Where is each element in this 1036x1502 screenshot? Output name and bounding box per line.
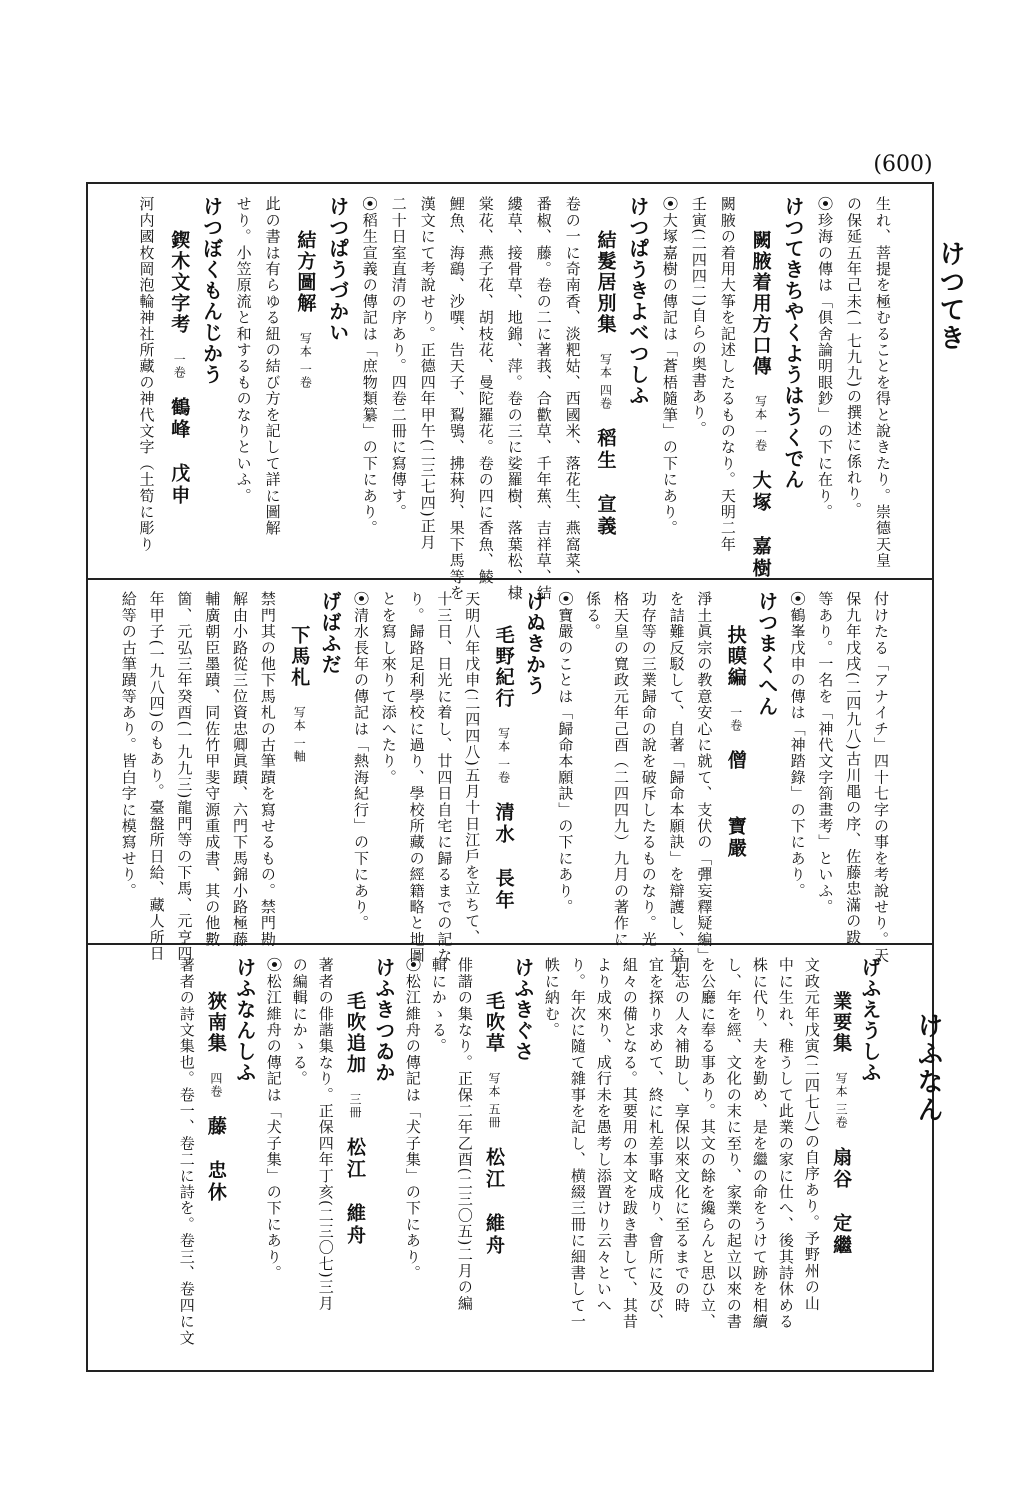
- entry-heading: けつまくへん: [754, 591, 779, 717]
- author-name: 稻生 宣義: [594, 427, 617, 538]
- text-line: とを寫し來りて添へたり。: [379, 591, 398, 786]
- volume-count: 四卷: [208, 1072, 223, 1098]
- volume-count: 写本 一軸: [292, 706, 307, 763]
- text-line: 鯉魚、海鷂、沙噀、告天子、鴷鴞、拂菻狗、果下馬等を: [447, 196, 466, 601]
- text-line: を公廳に奉る事あり。其文の餘を纔らんと思ひ立、: [698, 957, 717, 1330]
- volume-count: 一卷: [172, 353, 187, 379]
- entry-heading: けぬきかう: [522, 591, 547, 696]
- entry-heading: けふなんしふ: [232, 957, 257, 1083]
- book-title: 結髮居別集: [594, 230, 617, 335]
- text-line: 等あり。一名を「神代文字箚畫考」といふ。: [816, 591, 835, 915]
- entry-title-line: [280, 196, 315, 566]
- text-line: 生れ、菩提を極むることを得と說きたり。崇德天皇: [874, 196, 892, 569]
- text-line: 淨土眞宗の教意安心に就て、支伏の「彈妄釋疑編」: [695, 591, 714, 964]
- text-line: 著者の俳諧集なり。正保四年丁亥(二三〇七)三月: [316, 957, 335, 1312]
- text-line: 年甲子(一九八四)のもあり。臺盤所日給、藏人所日: [147, 591, 166, 962]
- text-line: 二十日室直清の序あり。四卷二冊に寫傳す。: [389, 196, 408, 520]
- text-line: り。年次に隨て雜事を記し、横綴三冊に細書して一: [568, 957, 587, 1330]
- text-line: 十三日、日光に着し、廿四日自宅に歸るまでの記な: [435, 591, 454, 964]
- text-line: ⦿松江維舟の傳記は「犬子集」の下にあり。: [403, 957, 422, 1282]
- author-name: 鶴峰 戊申: [168, 397, 191, 507]
- text-line: 壬寅(二四四二)自らの奥書あり。: [689, 196, 708, 437]
- text-line: 箇、元弘三年癸酉(一九九三)龍門等の下馬、元亨四: [175, 591, 194, 962]
- volume-count: 一卷: [728, 706, 743, 732]
- entry-heading: けつぱうづかい: [325, 196, 350, 343]
- entry-title-line: [472, 957, 506, 1357]
- entry-title-line: [275, 591, 311, 931]
- book-title: 毛野紀行: [492, 625, 515, 709]
- text-line: 漢文にて考說せり。正德四年甲午(二三七四)正月: [418, 196, 437, 551]
- author-name: 藤 忠休: [204, 1116, 227, 1204]
- text-line: 縷草、接骨草、地錦、萍。卷の三に娑羅樹、落葉松、棣: [505, 196, 524, 601]
- text-line: 給等の古筆蹟等あり。皆白字に模寫せり。: [119, 591, 138, 899]
- book-title: 鍥木文字考: [168, 230, 191, 335]
- text-line: 輔廣朝臣墨蹟、同佐竹甲斐守源重成書、其の他數: [203, 591, 222, 948]
- entry-title-line: [735, 196, 772, 580]
- text-line: 解由小路從三位資忠卿眞蹟、六門下馬錦小路極藤: [231, 591, 250, 948]
- book-title: 毛吹草: [483, 991, 506, 1054]
- volume-count: 写本 一卷: [298, 332, 313, 389]
- text-section-middle: [108, 591, 890, 980]
- text-line: ⦿清水長年の傳記は「熱海紀行」の下にあり。: [351, 591, 370, 932]
- text-line: 組々の備となる。其要用の本文を跋き書して、其昔: [620, 957, 639, 1330]
- text-line: 俳諧の集なり。正保二年乙酉(二三〇五)二月の編: [455, 957, 474, 1312]
- volume-count: 写本 一卷: [496, 727, 511, 784]
- book-title: 結方圖解: [294, 230, 317, 314]
- volume-count: 三冊: [347, 1093, 362, 1119]
- book-title: 下馬札: [288, 625, 311, 688]
- text-line: 天明八年戊申(二四四八)五月十日江戶を立ちて、: [463, 591, 482, 946]
- entry-heading: けふきぐさ: [510, 957, 535, 1062]
- text-line: 文政元年戊寅(二四七八)の自序あり。予野州の山: [802, 957, 821, 1312]
- text-line: 保九年戊戌(二四九八)古川黽の序、佐藤忠滿の跋: [844, 591, 863, 946]
- volume-count: 写本 五冊: [487, 1072, 502, 1129]
- side-label-top: けつてき: [935, 240, 965, 352]
- text-line: 帙に納む。: [542, 957, 561, 1038]
- text-line: り。歸路足利學校に過り、學校所藏の經籍略と地圖: [407, 591, 426, 964]
- text-line: ⦿珍海の傳は「俱舍論明眼鈔」の下に在り。: [816, 196, 834, 521]
- text-line: 係る。: [584, 591, 603, 640]
- author-name: 僧 寶嚴: [724, 750, 747, 860]
- entry-title-line: [194, 957, 225, 1357]
- text-line: 闕腋の着用大筝を記述したるものなり。天明二年: [718, 196, 737, 553]
- text-line: を詰難反駁して、自著「歸命本願訣」を辯護し、益々: [667, 591, 686, 980]
- entry-title-line: [153, 196, 191, 566]
- text-line: 河内國枚岡泡輪神社所藏の神代文字（土筍に彫り: [137, 196, 156, 553]
- text-line: 付けたる「アナイチ」四十七字の事を考說せり。天: [872, 591, 890, 964]
- entry-title-line: [479, 591, 515, 931]
- volume-count: 写本 三卷: [834, 1072, 849, 1129]
- entry-heading: けつぼくもんじかう: [199, 196, 224, 385]
- volume-count: 写本 四卷: [598, 353, 613, 410]
- text-section-top: [110, 196, 892, 601]
- text-line: の保延五年己未(一七九九)の撰述に係れり。: [845, 196, 863, 518]
- text-line: 輯にかゝる。: [429, 957, 448, 1055]
- text-line: ⦿鶴峯戊申の傳は「神踏錄」の下にあり。: [788, 591, 807, 899]
- entry-heading: けふきつゐか: [371, 957, 396, 1083]
- text-line: ⦿大塚嘉樹の傳記は「蒼梧隨筆」の下にあり。: [660, 196, 679, 537]
- entry-title-line: [333, 957, 364, 1357]
- text-line: 中に生れ、稚うして此業の家に仕へ、後其詩休める: [776, 957, 795, 1330]
- text-line: ⦿松江維舟の傳記は「犬子集」の下にあり。: [264, 957, 283, 1282]
- text-line: し、年を經、文化の末に至り、家業の起立以來の書: [724, 957, 743, 1330]
- entry-heading: けつてきちやくようはうくでん: [781, 196, 805, 490]
- author-name: 清水 長年: [492, 801, 515, 912]
- text-line: 功存等の三業歸命の說を破斥したるものなり。光: [639, 591, 658, 948]
- text-line: 同志の人々補助し、享保以來文化に至るまでの時: [672, 957, 691, 1314]
- text-section-bottom: [110, 957, 880, 1357]
- entry-title-line: [819, 957, 853, 1357]
- author-name: 扇谷 定繼: [830, 1146, 853, 1257]
- volume-count: 写本 一卷: [753, 395, 768, 452]
- text-line: 格天皇の寬政元年己酉（二四四九）九月の著作に: [611, 591, 630, 948]
- text-line: ⦿寶嚴のことは「歸命本願訣」の下にあり。: [556, 591, 575, 916]
- text-line: の編輯にかゝる。: [290, 957, 309, 1087]
- text-line: 此の書は有らゆる紐の結び方を記して詳に圖解: [263, 196, 282, 537]
- entry-heading: けつぱうきよべつしふ: [625, 196, 650, 406]
- page-number: (600): [873, 152, 933, 177]
- author-name: 大塚 嘉樹: [749, 469, 772, 580]
- text-line: 棠花、燕子花、胡枝花、曼陀羅花。卷の四に香魚、鯪: [476, 196, 495, 585]
- book-title: 闕腋着用方口傳: [749, 230, 772, 377]
- text-line: 番椒、藤。卷の二に著莪、合歡草、千年蕉、吉祥草、結: [534, 196, 553, 601]
- book-title: 業要集: [830, 991, 853, 1054]
- text-line: 宜を探り求めて、終に札差事略成り、會所に及び、: [646, 957, 665, 1330]
- entry-heading: げふえうしふ: [858, 957, 882, 1083]
- book-title: 毛吹追加: [343, 991, 366, 1075]
- side-label-bottom: けふなん: [913, 1012, 943, 1124]
- text-line: 著者の詩文集也。卷一、卷二に詩を。卷三、卷四に文: [177, 957, 196, 1346]
- entry-title-line: [711, 591, 747, 931]
- text-line: 株に代り、夫を勤め、是を繼の命をうけて跡を相續: [750, 957, 769, 1330]
- entry-heading: げばふだ: [318, 591, 343, 675]
- book-title: 抉瞙編: [724, 625, 747, 688]
- text-line: より成來り、成行未を愚考し添置けり云々といへ: [594, 957, 613, 1314]
- entry-title-line: [580, 196, 615, 566]
- author-name: 松江 維舟: [343, 1137, 366, 1247]
- text-line: せり。小笠原流と和するものなりといふ。: [234, 196, 253, 504]
- text-line: 卷の一に奇南香、淡粑姑、西國米、落花生、燕窩菜、: [563, 196, 582, 585]
- author-name: 松江 維舟: [483, 1146, 506, 1257]
- text-line: ⦿稻生宣義の傳記は「庶物類纂」の下にあり。: [360, 196, 379, 537]
- text-line: 禁門其の他下馬札の古筆蹟を寫せるもの。禁門勘: [258, 591, 277, 948]
- book-title: 狹南集: [204, 991, 227, 1054]
